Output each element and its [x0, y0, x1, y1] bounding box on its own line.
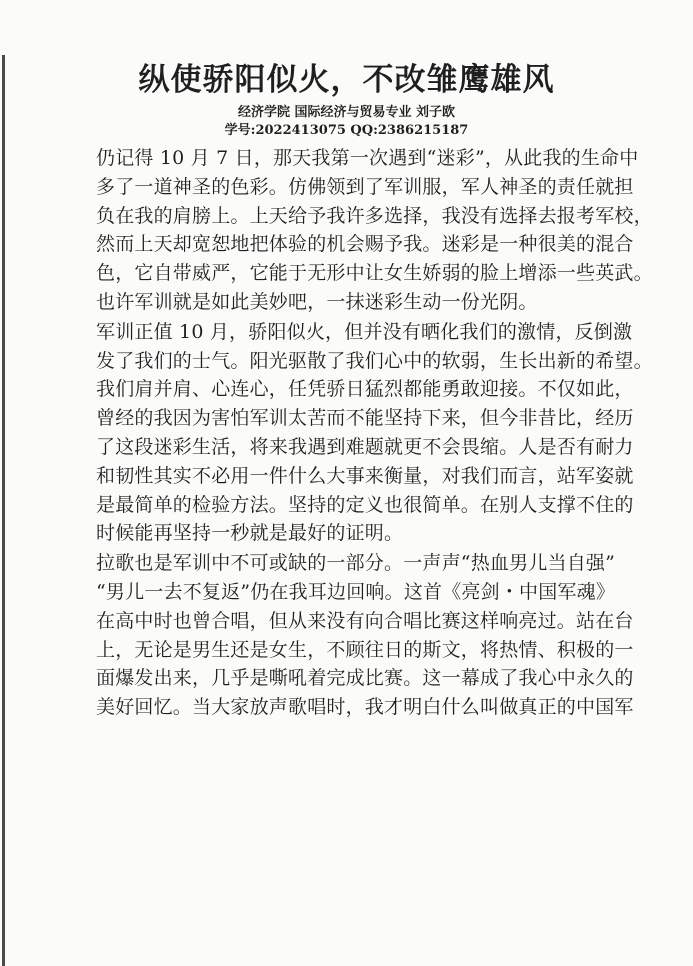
text-line: 然而上天却宽恕地把体验的机会赐予我。迷彩是一种很美的混合: [96, 233, 634, 256]
student-id-line: 学号:2022413075 QQ:2386215187: [224, 123, 469, 138]
text-line: 了这段迷彩生活，将来我遇到难题就更不会畏缩。人是否有耐力: [96, 435, 634, 458]
text-line: 也许军训就是如此美妙吧，一抹迷彩生动一份光阴。: [96, 290, 538, 313]
text-line: 发了我们的士气。阳光驱散了我们心中的软弱，生长出新的希望。: [96, 349, 653, 372]
paragraph-3: [96, 549, 634, 722]
text-line: 在高中时也曾合唱，但从来没有向合唱比赛这样响亮过。站在台: [96, 609, 634, 632]
text-line: 和韧性其实不必用一件什么大事来衡量，对我们而言，站军姿就: [96, 464, 634, 487]
paragraph-2: [96, 318, 653, 548]
text-line: 是最简单的检验方法。坚持的定义也很简单。在别人支撑不住的: [96, 493, 634, 516]
author-line: 经济学院 国际经济与贸易专业 刘子欧: [237, 105, 456, 120]
document-title: 纵使骄阳似火，不改雏鹰雄风: [138, 62, 555, 98]
scan-edge-shadow: [2, 55, 5, 966]
text-line: 我们肩并肩、心连心，任凭骄日猛烈都能勇敢迎接。不仅如此，: [96, 378, 634, 401]
text-line: “男儿一去不复返”仍在我耳边回响。这首《亮剑・中国军魂》: [96, 580, 616, 603]
text-line: 时候能再坚持一秒就是最好的证明。: [96, 522, 404, 545]
text-line: 仍记得 10 月 7 日，那天我第一次遇到“迷彩”，从此我的生命中: [96, 147, 639, 169]
text-line: 美好回忆。当大家放声歌唱时，我才明白什么叫做真正的中国军: [96, 696, 634, 719]
text-line: 面爆发出来，几乎是嘶吼着完成比赛。这一幕成了我心中永久的: [96, 667, 634, 690]
paragraph-1: [96, 144, 653, 317]
text-line: 上，无论是男生还是女生，不顾往日的斯文，将热情、积极的一: [96, 638, 634, 661]
text-line: 负在我的肩膀上。上天给予我许多选择，我没有选择去报考军校，: [96, 204, 653, 227]
text-line: 曾经的我因为害怕军训太苦而不能坚持下来，但今非昔比，经历: [96, 407, 634, 430]
essay-body: [96, 144, 653, 722]
text-line: 拉歌也是军训中不可或缺的一部分。一声声“热血男儿当自强”: [96, 552, 616, 575]
text-line: 多了一道神圣的色彩。仿佛领到了军训服，军人神圣的责任就担: [96, 175, 634, 198]
text-line: 色，它自带威严，它能于无形中让女生娇弱的脸上增添一些英武。: [96, 262, 653, 285]
text-line: 军训正值 10 月，骄阳似火，但并没有晒化我们的激情，反倒激: [96, 320, 633, 343]
